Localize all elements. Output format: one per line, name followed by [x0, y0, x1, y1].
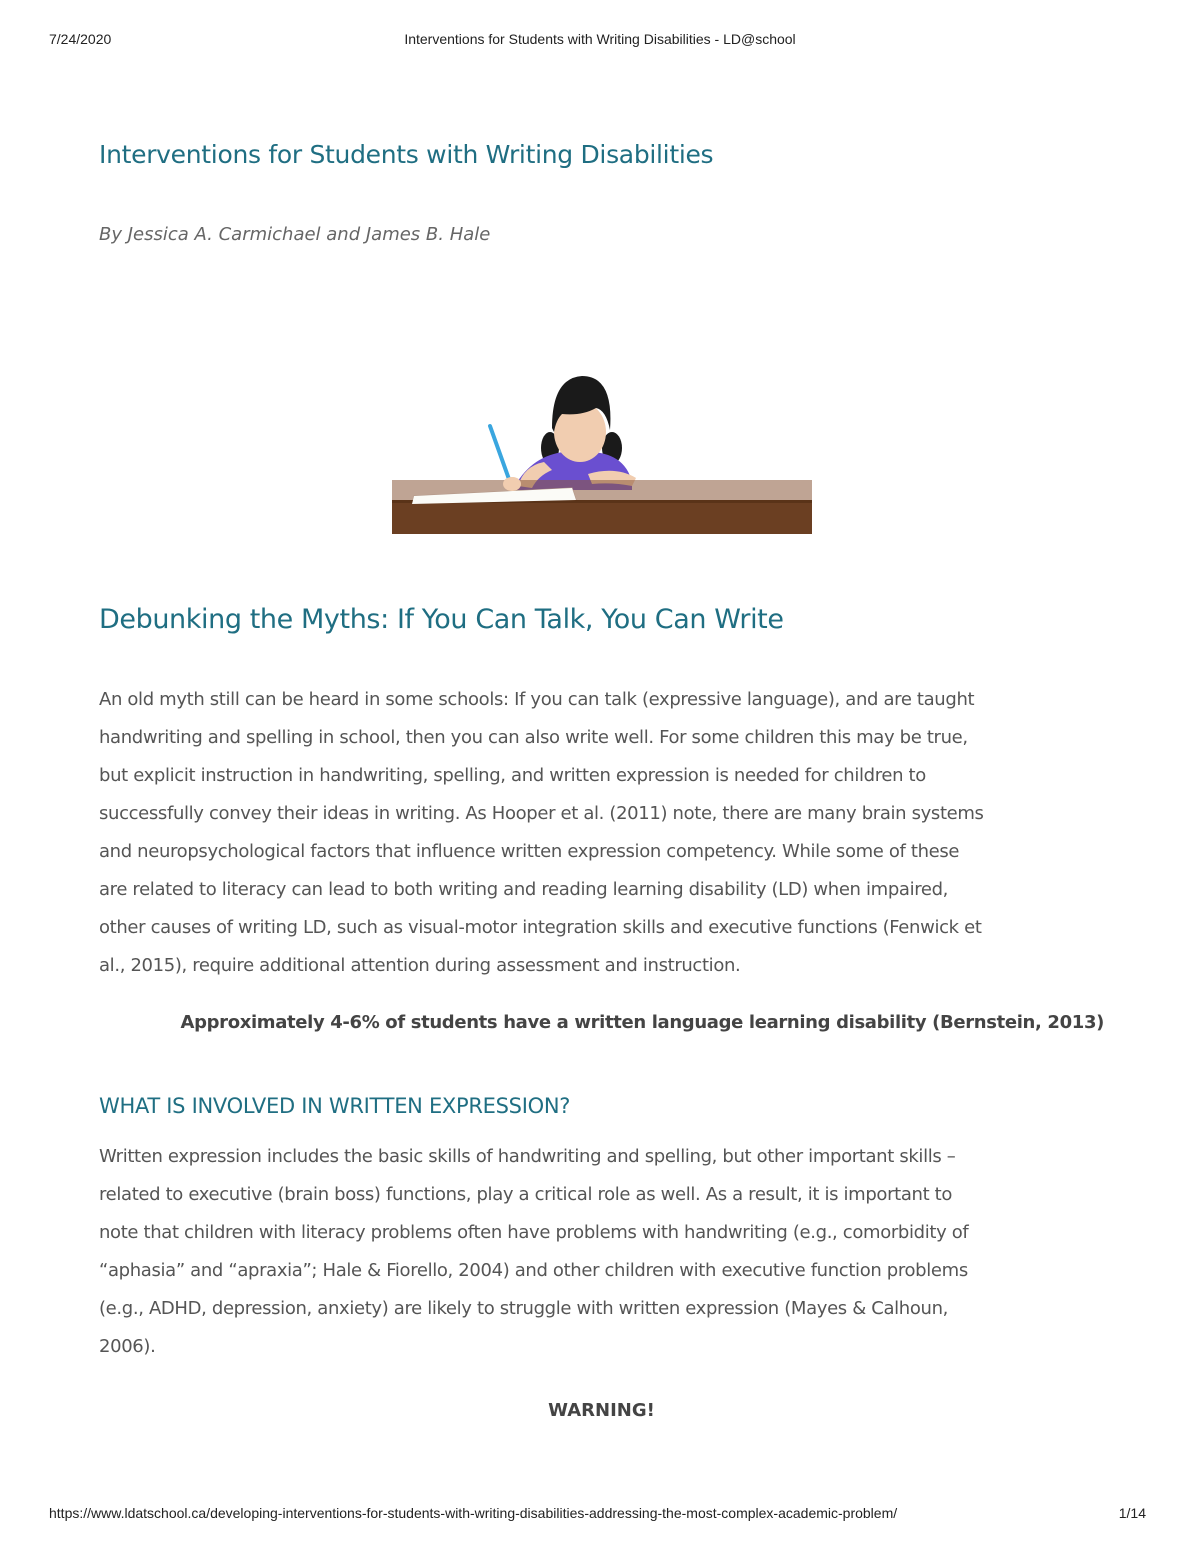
- print-header: [0, 31, 1200, 51]
- paragraph-line: other causes of writing LD, such as visual-motor integration skills and executive functions (Fenwick et: [99, 917, 982, 938]
- paragraph-line: note that children with literacy problems often have problems with handwriting (e.g., comorbidity of: [99, 1222, 969, 1243]
- print-page-title: Interventions for Students with Writing Disabilities - LD@school: [404, 31, 796, 47]
- paragraph-line: successfully convey their ideas in writing. As Hooper et al. (2011) note, there are many brain systems: [99, 803, 984, 824]
- callout-statistic: Approximately 4-6% of students have a written language learning disability (Bernstein, 2013): [180, 1012, 1104, 1033]
- paragraph-line: related to executive (brain boss) functions, play a critical role as well. As a result, it is important to: [99, 1184, 953, 1205]
- paragraph-line: An old myth still can be heard in some schools: If you can talk (expressive language), and are taught: [99, 689, 975, 710]
- paragraph-line: handwriting and spelling in school, then you can also write well. For some children this may be true,: [99, 727, 968, 748]
- print-footer: [0, 1505, 1200, 1525]
- paragraph-myths: [99, 681, 1104, 985]
- warning-label: WARNING!: [548, 1400, 655, 1421]
- desk-front: [392, 500, 812, 534]
- section-heading: Debunking the Myths: If You Can Talk, You Can Write: [99, 604, 784, 635]
- article-title: Interventions for Students with Writing Disabilities: [99, 140, 714, 169]
- article-byline: By Jessica A. Carmichael and James B. Hale: [99, 224, 491, 245]
- paragraph-line: but explicit instruction in handwriting, spelling, and written expression is needed for children to: [99, 765, 926, 786]
- paragraph-line: (e.g., ADHD, depression, anxiety) are likely to struggle with written expression (Mayes & Calhoun,: [99, 1298, 949, 1319]
- paragraph-line: Written expression includes the basic skills of handwriting and spelling, but other important skills –: [99, 1146, 956, 1167]
- hero-image: [392, 370, 812, 534]
- paragraph-line: 2006).: [99, 1336, 156, 1357]
- print-date: 7/24/2020: [49, 31, 112, 47]
- paragraph-line: are related to literacy can lead to both writing and reading learning disability (LD) when impaired,: [99, 879, 949, 900]
- paragraph-line: “aphasia” and “apraxia”; Hale & Fiorello, 2004) and other children with executive function problems: [99, 1260, 968, 1281]
- page-number: 1/14: [1118, 1505, 1146, 1521]
- paragraph-written-expression: [99, 1138, 1104, 1366]
- paragraph-line: al., 2015), require additional attention during assessment and instruction.: [99, 955, 741, 976]
- print-url: https://www.ldatschool.ca/developing-interventions-for-students-with-writing-disabilities-addressing-the-most-complex-academic-problem/: [49, 1505, 898, 1521]
- subheading: WHAT IS INVOLVED IN WRITTEN EXPRESSION?: [99, 1094, 571, 1118]
- paragraph-line: and neuropsychological factors that influence written expression competency. While some of these: [99, 841, 960, 862]
- pencil: [490, 426, 510, 482]
